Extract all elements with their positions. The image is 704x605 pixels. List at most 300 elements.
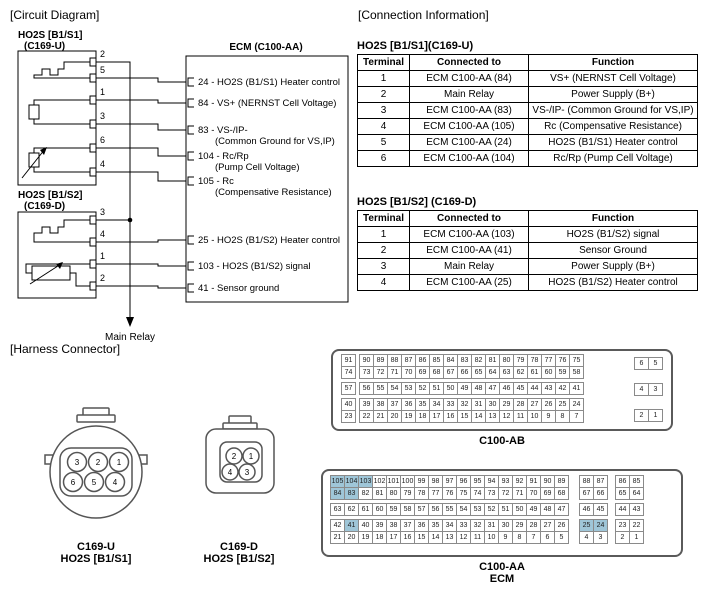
pin-cell-46: 46: [499, 382, 514, 395]
c169u-pin: 6: [70, 478, 76, 487]
pin-cell-35: 35: [415, 398, 430, 411]
pin-cell-58: 58: [400, 503, 415, 516]
c100ab-label: C100-AB: [479, 435, 525, 447]
column-header: Terminal: [358, 55, 410, 71]
table-cell: ECM C100-AA (83): [410, 103, 529, 119]
pin-cell-56: 56: [428, 503, 443, 516]
pin-cell-88: 88: [579, 475, 594, 488]
pin-cell-27: 27: [527, 398, 542, 411]
table-cell: 1: [358, 71, 410, 87]
pin-cell-31: 31: [471, 398, 486, 411]
column-header: Function: [529, 211, 698, 227]
header-row: [358, 55, 698, 71]
pin-cell-5: 5: [648, 357, 663, 370]
table-cell: Power Supply (B+): [529, 87, 698, 103]
sensor1-cell-symbols: [22, 100, 90, 178]
c169d-pin: 4: [227, 468, 233, 477]
table-cell: 4: [358, 275, 410, 291]
pin-cell-51: 51: [429, 382, 444, 395]
c169u-label: C169-U: [77, 541, 115, 553]
pin-cell-26: 26: [541, 398, 556, 411]
pin-cell-50: 50: [443, 382, 458, 395]
pin-cell-81: 81: [372, 487, 387, 500]
table-cell: ECM C100-AA (104): [410, 151, 529, 167]
table-cell: 4: [358, 119, 410, 135]
ecm-pin-label: 24 - HO2S (B1/S1) Heater control: [198, 77, 341, 88]
pin-row: [579, 488, 608, 500]
table-cell: 3: [358, 259, 410, 275]
pin-cell-70: 70: [526, 487, 541, 500]
pin-row: [615, 504, 644, 516]
c169u-pin: 4: [112, 478, 118, 487]
pin-cell-26: 26: [554, 519, 569, 532]
pin-cell-50: 50: [512, 503, 527, 516]
wire-junction-dot: [128, 218, 133, 223]
pin-cell-18: 18: [415, 410, 430, 423]
pin-row: [634, 384, 663, 396]
pin-cell-17: 17: [429, 410, 444, 423]
pin-cell-19: 19: [401, 410, 416, 423]
pin-cell-78: 78: [527, 354, 542, 367]
pin-row-wrap: [330, 504, 674, 516]
table-row: [358, 87, 698, 103]
pin-cell-7: 7: [526, 531, 541, 544]
column-header: Connected to: [410, 55, 529, 71]
sensor1-pin-number: 5: [100, 65, 106, 75]
c169d-pin: 3: [244, 468, 250, 477]
pin-cell-40: 40: [341, 398, 356, 411]
table-cell: Rc (Compensative Resistance): [529, 119, 698, 135]
table-cell: ECM C100-AA (103): [410, 227, 529, 243]
ecm-pin-label-line2: (Common Ground for VS,IP): [215, 136, 335, 147]
c100aa-label: C100-AA: [479, 561, 525, 573]
table-cell: ECM C100-AA (25): [410, 275, 529, 291]
table-cell: 2: [358, 87, 410, 103]
ecm-pin-label: 83 - VS-/IP-: [198, 125, 248, 136]
pin-cell-65: 65: [471, 366, 486, 379]
pin-cell-34: 34: [442, 519, 457, 532]
c169d-pin: 2: [231, 452, 237, 461]
pin-cell-83: 83: [457, 354, 472, 367]
wiring: [96, 62, 186, 318]
pin-cell-64: 64: [629, 487, 644, 500]
pin-cell-84: 84: [443, 354, 458, 367]
pin-cell-14: 14: [428, 531, 443, 544]
pin-cell-81: 81: [485, 354, 500, 367]
section-heading-circuit-diagram: [Circuit Diagram]: [10, 8, 100, 22]
pin-cell-14: 14: [471, 410, 486, 423]
pin-cell-59: 59: [386, 503, 401, 516]
pin-cell-52: 52: [484, 503, 499, 516]
pin-cell-71: 71: [512, 487, 527, 500]
pin-cell-90: 90: [540, 475, 555, 488]
pin-row: [615, 532, 644, 544]
c169u-pin: 2: [95, 458, 101, 467]
pin-cell-54: 54: [387, 382, 402, 395]
pin-cell-58: 58: [569, 366, 584, 379]
pin-cell-100: 100: [400, 475, 415, 488]
table-row: [358, 103, 698, 119]
pin-cell-42: 42: [330, 519, 345, 532]
pin-cell-48: 48: [540, 503, 555, 516]
pin-cell-8: 8: [555, 410, 570, 423]
pin-cell-11: 11: [513, 410, 528, 423]
table2-title: HO2S [B1/S2] (C169-D): [357, 196, 477, 208]
ecm-pin-label: 104 - Rc/Rp: [198, 151, 249, 162]
pin-cell-60: 60: [541, 366, 556, 379]
pin-cell-52: 52: [415, 382, 430, 395]
pin-cell-6: 6: [634, 357, 649, 370]
pin-cell-38: 38: [386, 519, 401, 532]
pin-cell-76: 76: [442, 487, 457, 500]
pin-cell-46: 46: [579, 503, 594, 516]
pin-cell-76: 76: [555, 354, 570, 367]
pin-cell-16: 16: [400, 531, 415, 544]
table-cell: ECM C100-AA (84): [410, 71, 529, 87]
pin-cell-3: 3: [593, 531, 608, 544]
pin-cell-83: 83: [344, 487, 359, 500]
pin-cell-3: 3: [648, 383, 663, 396]
circuit-diagram: [0, 0, 352, 352]
pin-cell-92: 92: [512, 475, 527, 488]
pin-cell-96: 96: [456, 475, 471, 488]
table-cell: Main Relay: [410, 87, 529, 103]
pin-cell-48: 48: [471, 382, 486, 395]
pin-cell-23: 23: [341, 410, 356, 423]
pin-cell-56: 56: [359, 382, 374, 395]
pin-cell-13: 13: [442, 531, 457, 544]
table-row: [358, 135, 698, 151]
pin-cell-91: 91: [526, 475, 541, 488]
sensor1-pin-number: 2: [100, 49, 106, 59]
pin-cell-60: 60: [372, 503, 387, 516]
ecm-pin-label: 105 - Rc: [198, 176, 234, 187]
pin-cell-49: 49: [526, 503, 541, 516]
table-row: [358, 119, 698, 135]
pin-cell-51: 51: [498, 503, 513, 516]
pin-cell-1: 1: [648, 409, 663, 422]
sensor2-thermistor-symbol: [26, 264, 90, 286]
sensor1-pin-number: 1: [100, 87, 106, 97]
pin-cell-33: 33: [456, 519, 471, 532]
pin-cell-7: 7: [569, 410, 584, 423]
sensor1-pin-number: 3: [100, 111, 106, 121]
pin-cell-29: 29: [512, 519, 527, 532]
sensor2-heater-symbol: [34, 220, 90, 242]
pin-cell-68: 68: [554, 487, 569, 500]
pin-cell-12: 12: [499, 410, 514, 423]
pin-cell-20: 20: [387, 410, 402, 423]
pin-cell-32: 32: [457, 398, 472, 411]
pin-cell-95: 95: [470, 475, 485, 488]
main-relay-arrow-icon: [126, 317, 134, 327]
pin-cell-74: 74: [341, 366, 356, 379]
pin-cell-39: 39: [372, 519, 387, 532]
c169d-sublabel: HO2S [B1/S2]: [203, 553, 275, 565]
pin-cell-84: 84: [330, 487, 345, 500]
pin-cell-4: 4: [579, 531, 594, 544]
pin-cell-61: 61: [527, 366, 542, 379]
pin-row: [615, 488, 644, 500]
pin-cell-101: 101: [386, 475, 401, 488]
pin-cell-36: 36: [401, 398, 416, 411]
pin-cell-47: 47: [485, 382, 500, 395]
pin-cell-21: 21: [330, 531, 345, 544]
pin-cell-24: 24: [569, 398, 584, 411]
pin-cell-36: 36: [414, 519, 429, 532]
c169u-pin: 1: [116, 458, 122, 467]
pin-cell-77: 77: [541, 354, 556, 367]
pin-cell-69: 69: [415, 366, 430, 379]
pin-cell-53: 53: [401, 382, 416, 395]
pin-cell-43: 43: [541, 382, 556, 395]
ecm-pin-label: 84 - VS+ (NERNST Cell Voltage): [198, 98, 337, 109]
table-cell: 3: [358, 103, 410, 119]
pin-cell-104: 104: [344, 475, 359, 488]
pin-cell-45: 45: [513, 382, 528, 395]
table-row: [358, 259, 698, 275]
table-cell: 1: [358, 227, 410, 243]
pin-cell-67: 67: [443, 366, 458, 379]
pin-cell-80: 80: [386, 487, 401, 500]
pin-cell-27: 27: [540, 519, 555, 532]
table-cell: Sensor Ground: [529, 243, 698, 259]
table-cell: 2: [358, 243, 410, 259]
pin-cell-55: 55: [373, 382, 388, 395]
pin-cell-85: 85: [629, 475, 644, 488]
pin-cell-41: 41: [344, 519, 359, 532]
pin-cell-89: 89: [554, 475, 569, 488]
pin-cell-63: 63: [499, 366, 514, 379]
pin-cell-44: 44: [527, 382, 542, 395]
c169d-label: C169-D: [220, 541, 258, 553]
pin-cell-70: 70: [401, 366, 416, 379]
header-row: [358, 211, 698, 227]
pin-cell-79: 79: [400, 487, 415, 500]
pin-cell-86: 86: [615, 475, 630, 488]
table-row: [358, 227, 698, 243]
pin-cell-89: 89: [373, 354, 388, 367]
pin-row: [330, 532, 569, 544]
pin-cell-12: 12: [456, 531, 471, 544]
pin-cell-49: 49: [457, 382, 472, 395]
pin-cell-6: 6: [540, 531, 555, 544]
pin-cell-11: 11: [470, 531, 485, 544]
pin-cell-37: 37: [387, 398, 402, 411]
pin-cell-66: 66: [593, 487, 608, 500]
sensor2-pin-terminals: [90, 216, 96, 290]
table-cell: VS+ (NERNST Cell Voltage): [529, 71, 698, 87]
connection-table-s2: [357, 210, 698, 291]
sensor1-subtitle: (C169-U): [24, 41, 66, 52]
table-cell: VS-/IP- (Common Ground for VS,IP): [529, 103, 698, 119]
column-header: Connected to: [410, 211, 529, 227]
pin-cell-97: 97: [442, 475, 457, 488]
pin-row: [634, 410, 663, 422]
pin-cell-20: 20: [344, 531, 359, 544]
pin-cell-82: 82: [471, 354, 486, 367]
pin-cell-2: 2: [634, 409, 649, 422]
pin-cell-71: 71: [387, 366, 402, 379]
main-relay-label: Main Relay: [104, 332, 156, 343]
table-cell: Power Supply (B+): [529, 259, 698, 275]
pin-row: [330, 504, 569, 516]
sensor1-pin-number: 6: [100, 135, 106, 145]
sensor2-title: HO2S [B1/S2]: [18, 190, 83, 201]
pin-cell-43: 43: [629, 503, 644, 516]
pin-cell-94: 94: [484, 475, 499, 488]
pin-cell-34: 34: [429, 398, 444, 411]
pin-cell-98: 98: [428, 475, 443, 488]
pin-row-wrap: [330, 532, 674, 544]
c100ab-main-grid: [341, 355, 584, 425]
ecm-title: ECM (C100-AA): [229, 42, 303, 53]
connector-drawing-c169d: [190, 412, 290, 522]
pin-cell-28: 28: [513, 398, 528, 411]
table-row: [358, 243, 698, 259]
pin-cell-69: 69: [540, 487, 555, 500]
pin-cell-53: 53: [470, 503, 485, 516]
section-heading-harness-connector: [Harness Connector]: [10, 342, 121, 356]
pin-cell-29: 29: [499, 398, 514, 411]
pin-cell-64: 64: [485, 366, 500, 379]
connector-drawing-c169u: [36, 402, 156, 532]
section-heading-connection-information: [Connection Information]: [358, 8, 489, 22]
pin-cell-72: 72: [373, 366, 388, 379]
pin-cell-102: 102: [372, 475, 387, 488]
pin-cell-88: 88: [387, 354, 402, 367]
c169u-sublabel: HO2S [B1/S1]: [60, 553, 132, 565]
connector-c100aa: [321, 469, 683, 557]
pin-row: [341, 367, 584, 379]
c100ab-side-grid: [634, 355, 663, 425]
pin-cell-80: 80: [499, 354, 514, 367]
pin-cell-5: 5: [554, 531, 569, 544]
pin-cell-75: 75: [569, 354, 584, 367]
pin-cell-61: 61: [358, 503, 373, 516]
pin-cell-68: 68: [429, 366, 444, 379]
pin-cell-30: 30: [485, 398, 500, 411]
pin-cell-40: 40: [358, 519, 373, 532]
pin-cell-32: 32: [470, 519, 485, 532]
pin-cell-62: 62: [344, 503, 359, 516]
pin-cell-86: 86: [415, 354, 430, 367]
pin-cell-87: 87: [593, 475, 608, 488]
pin-cell-59: 59: [555, 366, 570, 379]
table-row: [358, 275, 698, 291]
pin-cell-75: 75: [456, 487, 471, 500]
pin-cell-45: 45: [593, 503, 608, 516]
pin-cell-19: 19: [358, 531, 373, 544]
pin-cell-25: 25: [579, 519, 594, 532]
ecm-pin-terminals: [188, 78, 194, 292]
pin-cell-10: 10: [484, 531, 499, 544]
sensor2-box: [18, 212, 96, 298]
pin-row: [330, 488, 569, 500]
pin-cell-72: 72: [498, 487, 513, 500]
c169u-pin: 5: [91, 478, 97, 487]
sensor1-heater-symbol: [34, 62, 90, 78]
sensor1-pin-terminals: [90, 58, 96, 176]
pin-cell-28: 28: [526, 519, 541, 532]
table-cell: Main Relay: [410, 259, 529, 275]
pin-cell-2: 2: [615, 531, 630, 544]
pin-cell-16: 16: [443, 410, 458, 423]
pin-cell-62: 62: [513, 366, 528, 379]
pin-cell-54: 54: [456, 503, 471, 516]
pin-cell-78: 78: [414, 487, 429, 500]
pin-cell-1: 1: [629, 531, 644, 544]
pin-cell-99: 99: [414, 475, 429, 488]
pin-cell-9: 9: [498, 531, 513, 544]
pin-cell-91: 91: [341, 354, 356, 367]
pin-row: [579, 504, 608, 516]
pin-cell-23: 23: [615, 519, 630, 532]
ecm-pin-label: 41 - Sensor ground: [198, 283, 280, 294]
column-header: Terminal: [358, 211, 410, 227]
pin-cell-57: 57: [414, 503, 429, 516]
table-cell: HO2S (B1/S1) Heater control: [529, 135, 698, 151]
pin-cell-90: 90: [359, 354, 374, 367]
pin-cell-38: 38: [373, 398, 388, 411]
pin-cell-18: 18: [372, 531, 387, 544]
pin-cell-25: 25: [555, 398, 570, 411]
table-cell: 5: [358, 135, 410, 151]
c100aa-sublabel: ECM: [489, 573, 515, 585]
sensor2-subtitle: (C169-D): [24, 201, 66, 212]
pin-cell-44: 44: [615, 503, 630, 516]
pin-cell-35: 35: [428, 519, 443, 532]
table-cell: 6: [358, 151, 410, 167]
table-cell: HO2S (B1/S2) signal: [529, 227, 698, 243]
pin-cell-17: 17: [386, 531, 401, 544]
pin-cell-30: 30: [498, 519, 513, 532]
pin-cell-10: 10: [527, 410, 542, 423]
c169u-pin: 3: [74, 458, 80, 467]
pin-cell-15: 15: [457, 410, 472, 423]
pin-cell-74: 74: [470, 487, 485, 500]
pin-row: [634, 358, 663, 370]
pin-cell-24: 24: [593, 519, 608, 532]
pin-cell-8: 8: [512, 531, 527, 544]
ecm-pin-label: 25 - HO2S (B1/S2) Heater control: [198, 235, 341, 246]
table-cell: HO2S (B1/S2) Heater control: [529, 275, 698, 291]
pin-cell-67: 67: [579, 487, 594, 500]
pin-cell-33: 33: [443, 398, 458, 411]
table-cell: ECM C100-AA (24): [410, 135, 529, 151]
pin-cell-41: 41: [569, 382, 584, 395]
table-cell: ECM C100-AA (41): [410, 243, 529, 259]
sensor2-pin-number: 1: [100, 251, 106, 261]
pin-cell-57: 57: [341, 382, 356, 395]
pin-cell-73: 73: [359, 366, 374, 379]
pin-cell-55: 55: [442, 503, 457, 516]
pin-cell-37: 37: [400, 519, 415, 532]
pin-cell-22: 22: [629, 519, 644, 532]
pin-cell-73: 73: [484, 487, 499, 500]
pin-cell-21: 21: [373, 410, 388, 423]
pin-cell-105: 105: [330, 475, 345, 488]
connection-table-s1: [357, 54, 698, 167]
c169d-pin: 1: [248, 452, 254, 461]
pin-cell-9: 9: [541, 410, 556, 423]
pin-cell-65: 65: [615, 487, 630, 500]
pin-cell-85: 85: [429, 354, 444, 367]
pin-cell-87: 87: [401, 354, 416, 367]
table-row: [358, 71, 698, 87]
pin-row-wrap: [330, 488, 674, 500]
pin-cell-93: 93: [498, 475, 513, 488]
